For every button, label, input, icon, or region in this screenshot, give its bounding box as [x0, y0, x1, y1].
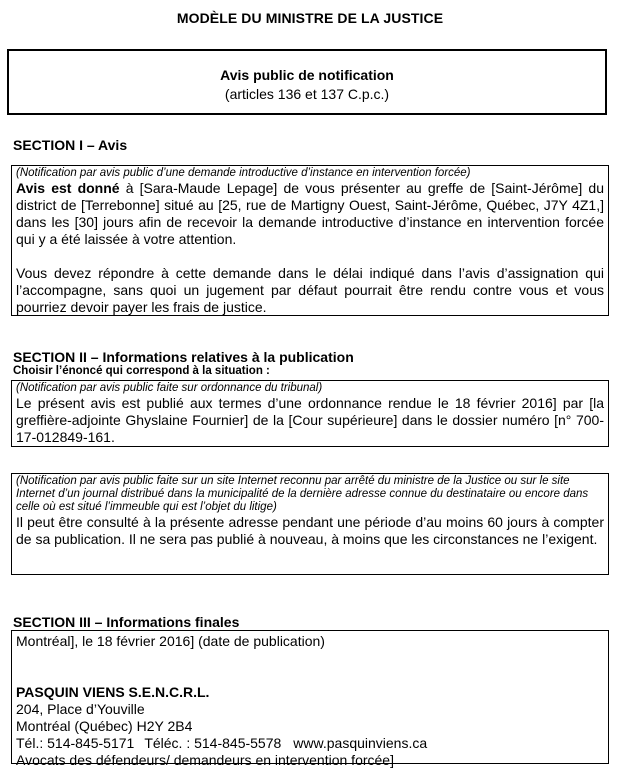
- option1-box: [11, 380, 609, 447]
- option2-box: [11, 473, 609, 575]
- option1-text: Le présent avis est publié aux termes d’une ordonnance rendue le 18 février 2016] par [la greffière-adjointe Ghyslaine Fournier] de la [Cour supérieure] dans le dossier numéro [n° 700-17-012849-161.: [16, 395, 604, 445]
- section1-paragraph1-text: à [Sara-Maude Lepage] de vous présenter au greffe de [Saint-Jérôme] du district de [Terrebonne] situé au [25, rue de Martigny Ouest, Saint-Jérôme, Québec, J7Y 4Z1,] dans les [30] jours afin de recevoir la demande introductive d’instance en intervention forcée qui y a été laissée à votre attention.: [16, 180, 604, 247]
- section1-lead: Avis est donné: [16, 180, 120, 196]
- option1-note: (Notification par avis public faite sur ordonnance du tribunal): [16, 382, 323, 394]
- address-line1: 204, Place d’Youville: [16, 701, 145, 717]
- section3-box: [11, 630, 609, 768]
- section1-paragraph1: [16, 180, 604, 248]
- section2-subheading: Choisir l’énoncé qui correspond à la situation :: [13, 365, 270, 377]
- phone: Tél.: 514-845-5171: [16, 735, 135, 751]
- option2-note: (Notification par avis public faite sur un site Internet reconnu par arrêté du ministre de la Justice ou sur le site Internet d’un journal distribué dans la municipalité de la dernière adresse connue du destinataire ou encore dans celle où est situé l’immeuble qui est l’objet du litige): [16, 475, 589, 513]
- option2-text: Il peut être consulté à la présente adresse pendant une période d’au moins 60 jours à compter de sa publication. Il ne sera pas publié à nouveau, à moins que les circonstances ne l’exigent.: [16, 514, 604, 547]
- section1-paragraph2: Vous devez répondre à cette demande dans le délai indiqué dans l’avis d’assignation qui l’accompagne, sans quoi un jugement par défaut pourrait être rendu contre vous et vous pourriez devoir payer les frais de justice.: [16, 265, 604, 315]
- section3-heading: SECTION III – Informations finales: [13, 614, 240, 630]
- address-line2: Montréal (Québec) H2Y 2B4: [16, 718, 193, 734]
- counsel-role: Avocats des défendeurs/ demandeurs en intervention forcée]: [16, 752, 394, 768]
- contact-line: [16, 735, 604, 752]
- firm-name: PASQUIN VIENS S.E.N.C.R.L.: [16, 684, 210, 700]
- notice-title: Avis public de notification: [220, 67, 394, 83]
- section1-box: [11, 165, 609, 316]
- fax: Téléc. : 514-845-5578: [144, 735, 282, 751]
- publication-date-line: Montréal], le 18 février 2016] (date de publication): [16, 633, 325, 649]
- notice-subtitle: (articles 136 et 137 C.p.c.): [224, 86, 390, 102]
- website-link[interactable]: www.pasquinviens.ca: [293, 735, 428, 751]
- section1-heading: SECTION I – Avis: [13, 137, 128, 153]
- heading-box: [7, 49, 607, 115]
- section1-note: (Notification par avis public d’une demande introductive d’instance en intervention forcée): [16, 167, 471, 179]
- document-title: MODÈLE DU MINISTRE DE LA JUSTICE: [176, 10, 444, 26]
- section2-heading: SECTION II – Informations relatives à la publication: [13, 349, 354, 365]
